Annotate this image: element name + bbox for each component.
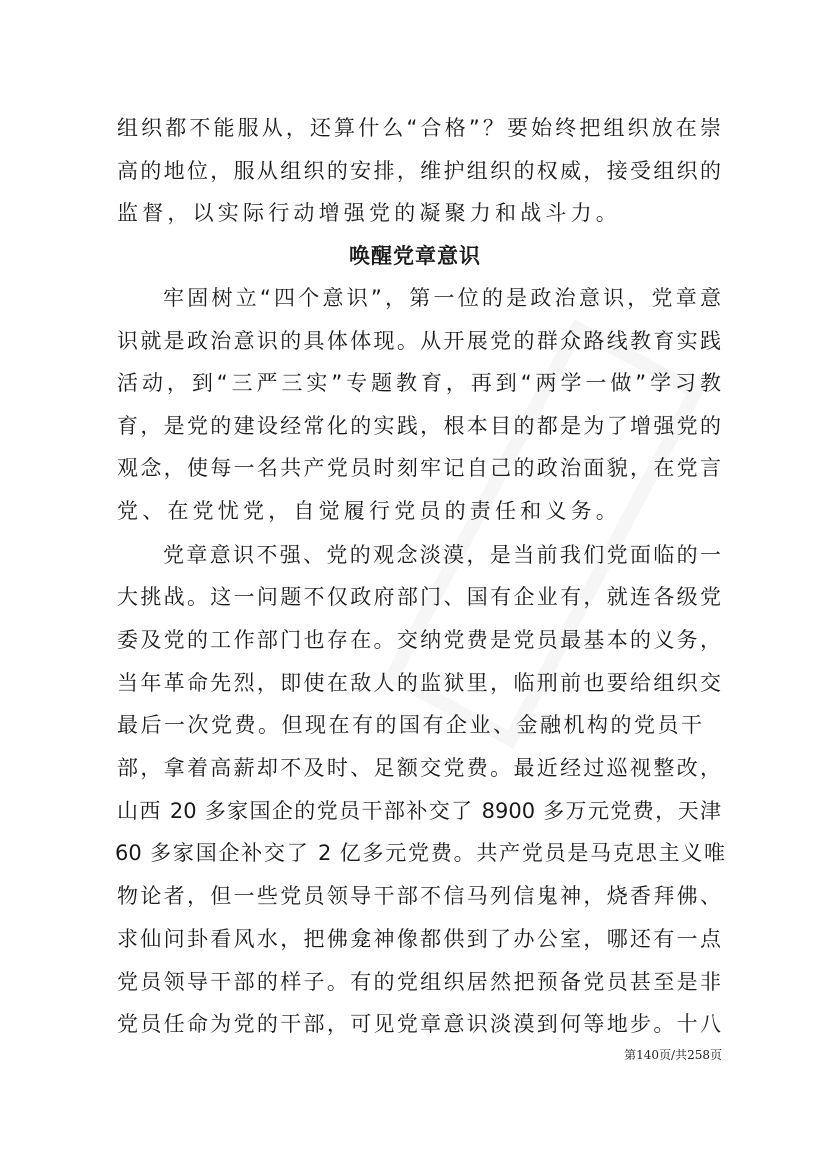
- text-line: 60 多家国企补交了 2 亿多元党费。共产党员是马克思主义唯: [115, 841, 725, 865]
- text-line: 部，拿着高薪却不及时、足额交党费。最近经过巡视整改，: [117, 756, 721, 780]
- text-line: 牢固树立“四个意识”，第一位的是政治意识，党章意: [163, 286, 721, 310]
- text-line: 求仙问卦看风水，把佛龛神像都供到了办公室，哪还有一点: [117, 927, 721, 951]
- text-line: 高的地位，服从组织的安排，维护组织的权威，接受组织的: [117, 159, 721, 183]
- text-line: 物论者，但一些党员领导干部不信马列信鬼神，烧香拜佛、: [117, 884, 721, 908]
- text-line: 组织都不能服从，还算什么“合格”？要始终把组织放在崇: [117, 116, 721, 140]
- page-number: 第140页/共258页: [624, 1048, 722, 1062]
- text-line: 党、在党忧党，自觉履行党员的责任和义务。: [117, 499, 621, 523]
- text-line: 当年革命先烈，即使在敌人的监狱里，临刑前也要给组织交: [117, 671, 721, 695]
- text-line: 委及党的工作部门也存在。交纳党费是党员最基本的义务，: [117, 628, 721, 652]
- text-line: 大挑战。这一问题不仅政府部门、国有企业有，就连各级党: [117, 585, 721, 609]
- section-heading: 唤醒党章意识: [349, 244, 481, 268]
- text-line: 党员任命为党的干部，可见党章意识淡漠到何等地步。十八: [117, 1012, 721, 1036]
- text-line: 最后一次党费。但现在有的国有企业、金融机构的党员干: [117, 713, 702, 737]
- text-line: 监督，以实际行动增强党的凝聚力和战斗力。: [117, 201, 621, 225]
- text-line: 观念，使每一名共产党员时刻牢记自己的政治面貌，在党言: [117, 456, 721, 480]
- text-line: 党员领导干部的样子。有的党组织居然把预备党员甚至是非: [117, 970, 721, 994]
- text-line: 活动，到“三严三实”专题教育，再到“两学一做”学习教: [117, 371, 721, 395]
- text-line: 山西 20 多家国企的党员干部补交了 8900 多万元党费，天津: [117, 799, 721, 823]
- text-line: 识就是政治意识的具体体现。从开展党的群众路线教育实践: [117, 329, 721, 353]
- text-line: 党章意识不强、党的观念淡漠，是当前我们党面临的一: [163, 543, 721, 567]
- text-line: 育，是党的建设经常化的实践，根本目的都是为了增强党的: [117, 414, 721, 438]
